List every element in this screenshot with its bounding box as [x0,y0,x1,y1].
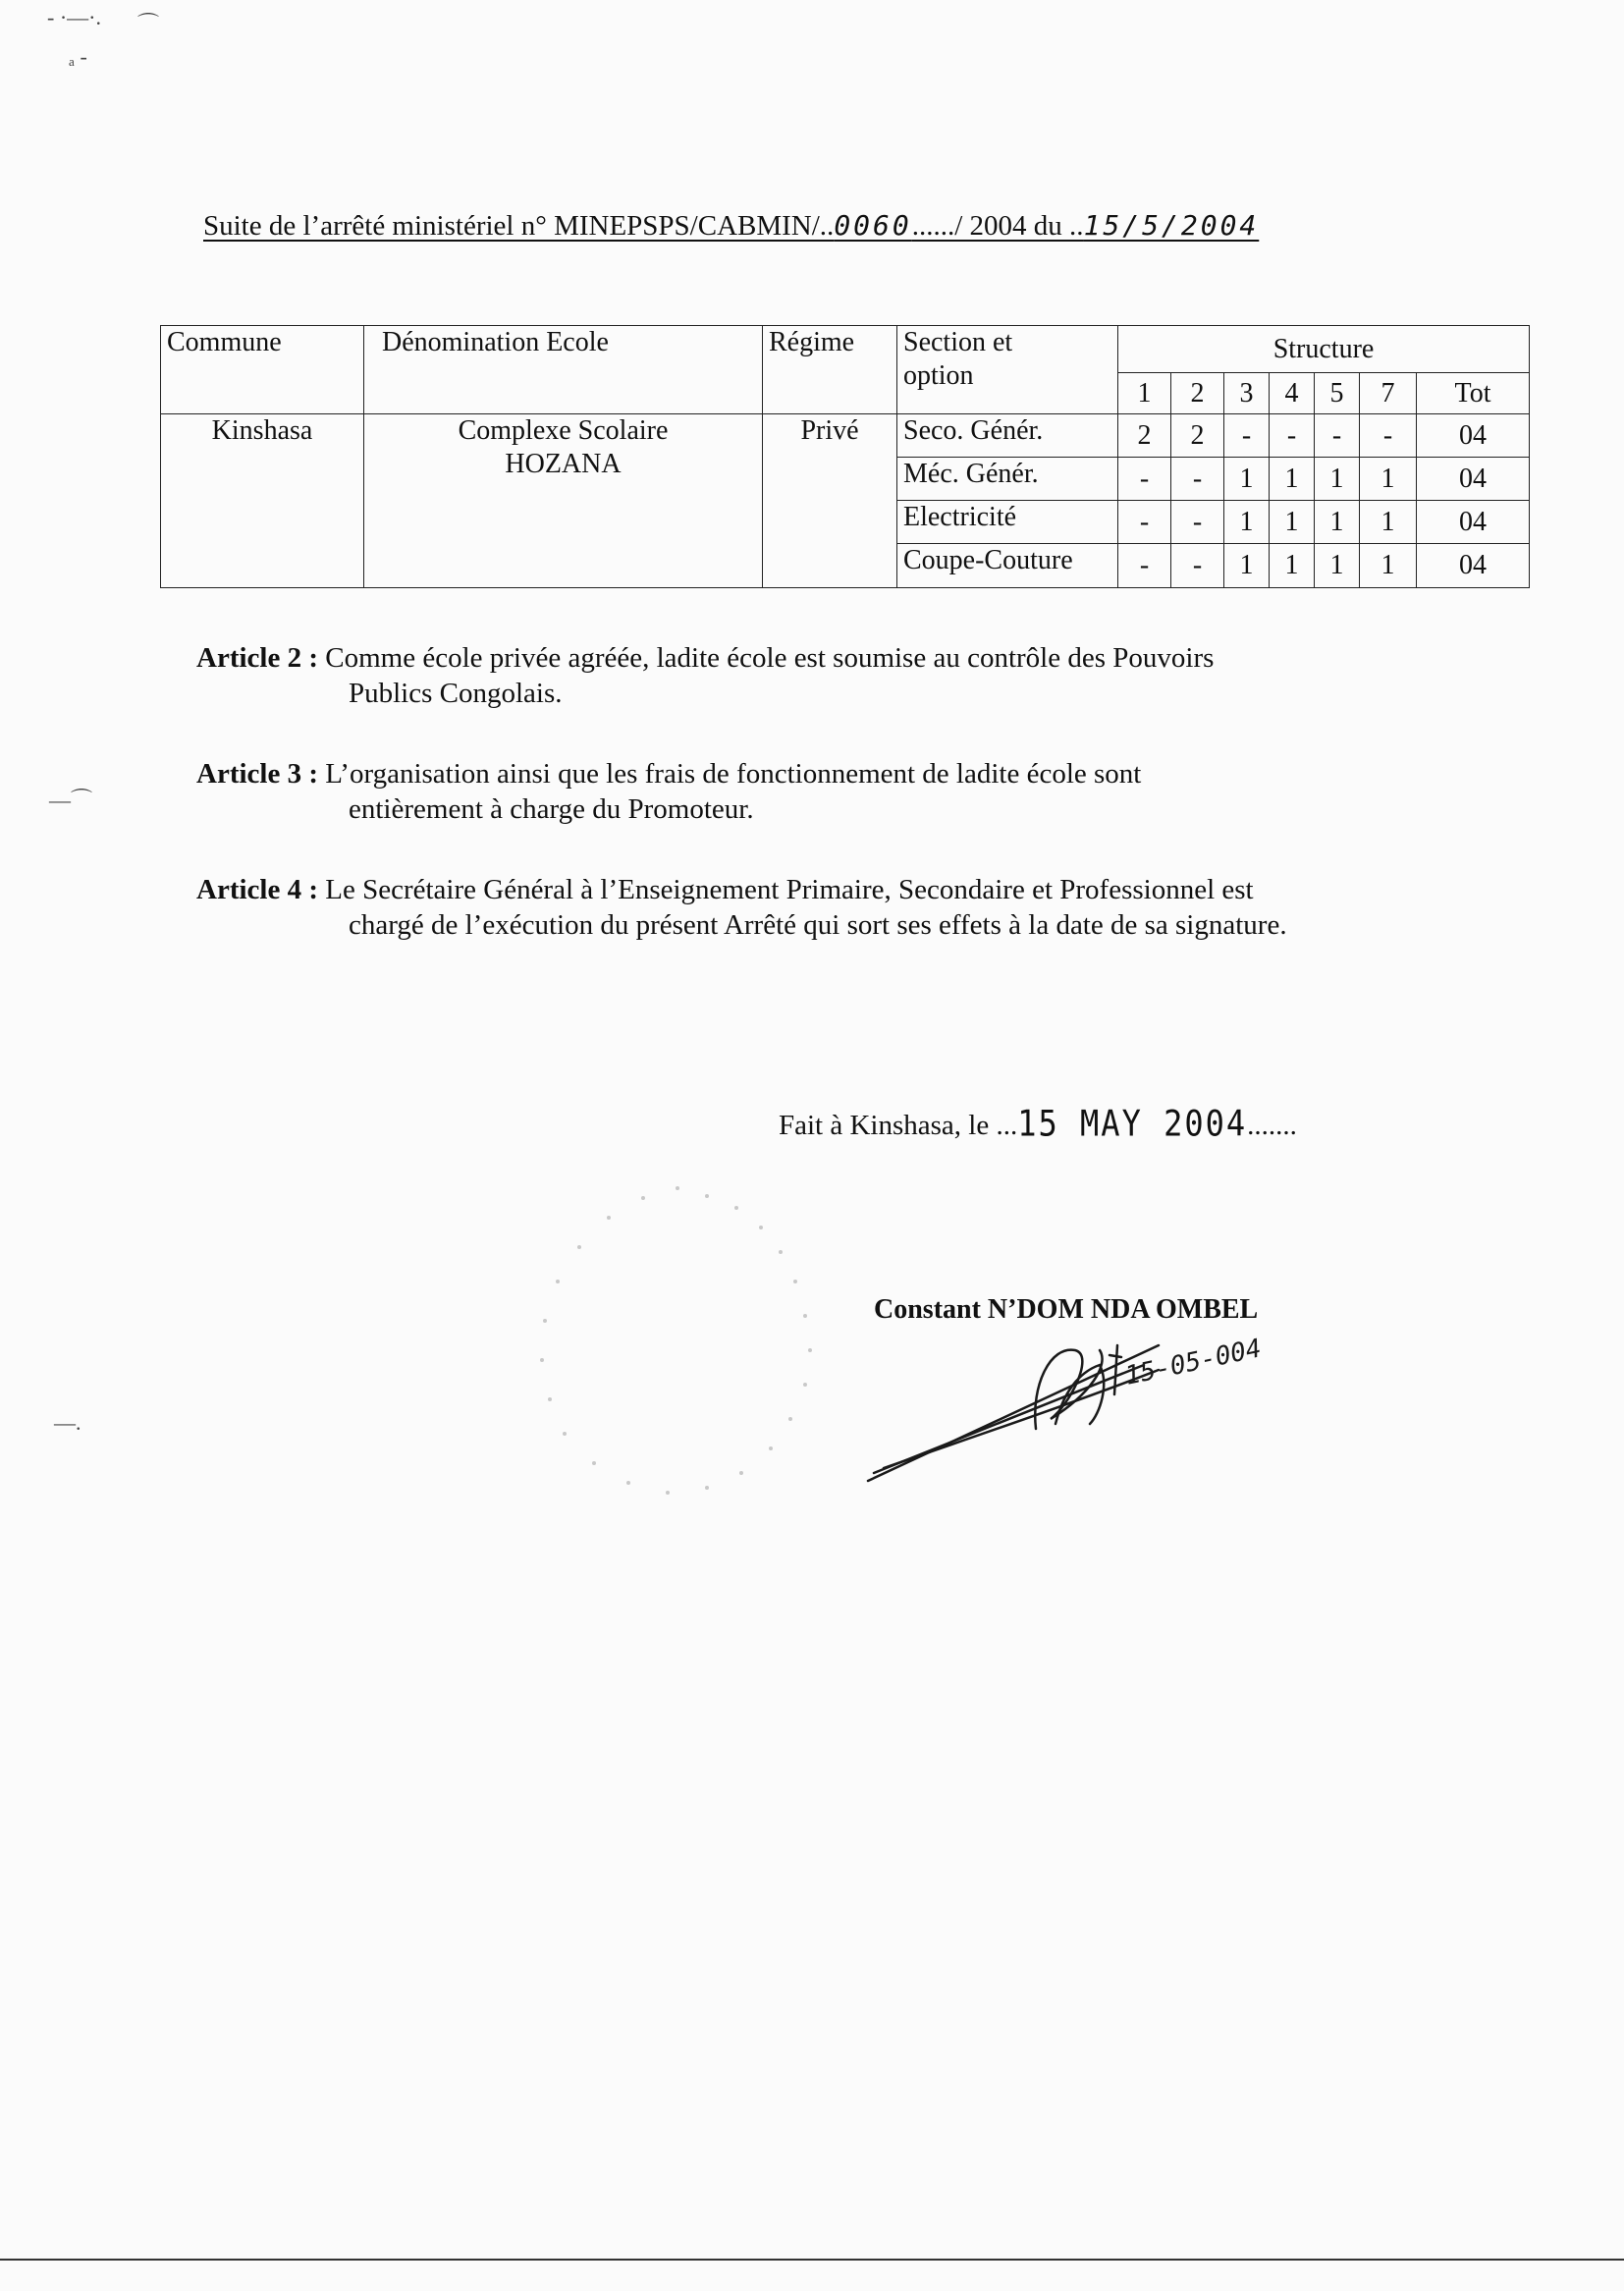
section-cell: Electricité [897,501,1118,544]
handwritten-signature [864,1326,1276,1502]
scan-mark: —⌒ [49,788,93,812]
value-cell: 1 [1224,501,1270,544]
level-header: 7 [1360,373,1417,414]
scan-mark: ₐ - [69,44,87,69]
value-cell: 04 [1417,544,1530,588]
regime-cell: Privé [763,414,897,588]
value-cell: - [1171,501,1224,544]
handwritten-decree-number: 0060 [834,209,912,242]
value-cell: 1 [1360,501,1417,544]
value-cell: 04 [1417,501,1530,544]
article-4 [196,872,1473,944]
value-cell: 1 [1270,501,1315,544]
scan-mark: - ·—·. [47,5,101,29]
value-cell: 1 [1315,458,1360,501]
value-cell: - [1171,544,1224,588]
school-name-cell [364,414,763,588]
faint-seal-impression [511,1169,844,1522]
stamped-date: 15 MAY 2004 [1017,1102,1248,1145]
article-text-line1: L’organisation ainsi que les frais de fonctionnement de ladite école sont [325,758,1142,790]
value-cell: 1 [1315,501,1360,544]
level-header: 3 [1224,373,1270,414]
place-and-date [779,1102,1297,1145]
value-cell: 1 [1270,458,1315,501]
value-cell: 04 [1417,458,1530,501]
article-text-line2: entièrement à charge du Promoteur. [349,793,754,826]
value-cell: 1 [1360,544,1417,588]
value-cell: 1 [1270,544,1315,588]
section-cell: Coupe-Couture [897,544,1118,588]
value-cell: 2 [1118,414,1171,458]
date-trail: ....... [1247,1110,1297,1141]
level-header: Tot [1417,373,1530,414]
value-cell: - [1118,501,1171,544]
level-header: 2 [1171,373,1224,414]
level-header: 4 [1270,373,1315,414]
header-structure: Structure [1118,326,1530,373]
section-cell: Seco. Génér. [897,414,1118,458]
level-header: 1 [1118,373,1171,414]
signer-name: Constant N’DOM NDA OMBEL [874,1294,1259,1325]
table-row [161,414,1530,458]
article-text-line1: Comme école privée agréée, ladite école est soumise au contrôle des Pouvoirs [325,642,1215,674]
place-text: Fait à Kinshasa, le ... [779,1110,1018,1141]
value-cell: - [1315,414,1360,458]
value-cell: - [1224,414,1270,458]
heading-middle: ....../ 2004 du .. [911,210,1084,242]
article-text-line2: Publics Congolais. [349,678,563,710]
heading-prefix: Suite de l’arrêté ministériel n° MINEPSPS/CABMIN/.. [203,210,835,242]
article-label: Article 3 : [196,758,318,790]
value-cell: - [1118,544,1171,588]
value-cell: - [1270,414,1315,458]
scan-mark: —. [54,1410,81,1435]
article-label: Article 2 : [196,642,318,674]
value-cell: - [1118,458,1171,501]
value-cell: - [1360,414,1417,458]
value-cell: 1 [1315,544,1360,588]
section-cell: Méc. Génér. [897,458,1118,501]
value-cell: 04 [1417,414,1530,458]
value-cell: 2 [1171,414,1224,458]
header-commune: Commune [161,326,364,414]
school-structure-table [160,325,1530,588]
handwritten-decree-date: 15/5/2004 [1083,209,1260,242]
header-section-option: Section et option [897,326,1118,414]
article-2 [196,640,1473,712]
value-cell: - [1171,458,1224,501]
header-denomination: Dénomination Ecole [364,326,763,414]
signature-annotation: 15-05-004 [1122,1334,1265,1391]
article-3 [196,756,1473,828]
school-name-line1: Complexe Scolaire [458,415,669,446]
commune-cell: Kinshasa [161,414,364,588]
article-text-line2: chargé de l’exécution du présent Arrêté qui sort ses effets à la date de sa signature. [349,909,1287,942]
value-cell: 1 [1224,544,1270,588]
article-text-line1: Le Secrétaire Général à l’Enseignement Primaire, Secondaire et Professionnel est [325,874,1254,905]
value-cell: 1 [1360,458,1417,501]
header-regime: Régime [763,326,897,414]
scan-bottom-edge [0,2259,1624,2261]
article-label: Article 4 : [196,874,318,905]
value-cell: 1 [1224,458,1270,501]
level-header: 5 [1315,373,1360,414]
school-name-line2: HOZANA [505,448,622,479]
scan-mark: ⌒ [137,12,160,36]
decree-reference-heading [203,209,1259,243]
